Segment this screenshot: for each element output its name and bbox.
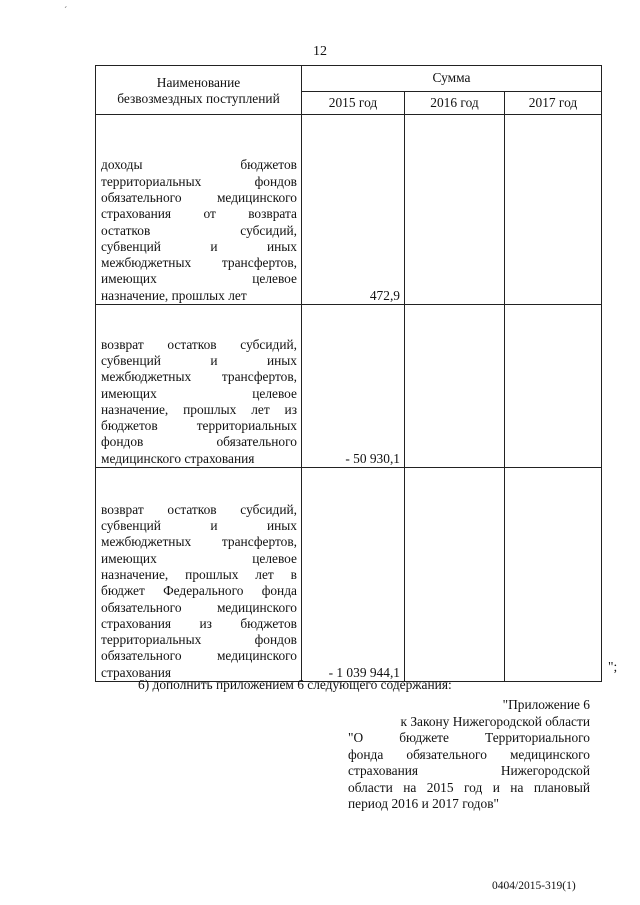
desc-line: страхования от возврата bbox=[101, 206, 297, 222]
value-2016 bbox=[405, 305, 505, 468]
value-2015: - 1 039 944,1 bbox=[302, 468, 405, 682]
appendix-line: период 2016 и 2017 годов" bbox=[348, 796, 499, 812]
value-2017 bbox=[505, 115, 602, 305]
desc-line: фондов обязательного bbox=[101, 434, 297, 450]
value-2017 bbox=[505, 468, 602, 682]
header-year-2015: 2015 год bbox=[302, 92, 405, 115]
header-name-line: безвозмездных поступлений bbox=[117, 91, 280, 106]
header-name-line: Наименование bbox=[156, 74, 241, 90]
desc-line: межбюджетных трансфертов, bbox=[101, 255, 297, 271]
row-description bbox=[96, 115, 302, 305]
page-number: 12 bbox=[313, 44, 327, 59]
row-description bbox=[96, 468, 302, 682]
appendix-line: области на 2015 год и на плановый bbox=[348, 779, 590, 795]
value-2017 bbox=[505, 305, 602, 468]
desc-line: доходы бюджетов bbox=[101, 157, 297, 173]
appendix-line: фонда обязательного медицинского bbox=[348, 746, 590, 762]
intro-paragraph: 6) дополнить приложением 6 следующего содержания: bbox=[138, 677, 452, 692]
row-description bbox=[96, 305, 302, 468]
desc-line: назначение, прошлых лет из bbox=[101, 401, 297, 417]
scan-mark: ˊ bbox=[64, 6, 68, 17]
appendix-title: "Приложение 6 bbox=[502, 697, 590, 712]
desc-line: обязательного медицинского bbox=[101, 189, 297, 205]
appendix-line: страхования Нижегородской bbox=[348, 763, 590, 779]
header-year-2016: 2016 год bbox=[405, 92, 505, 115]
desc-line: имеющих целевое bbox=[101, 271, 297, 287]
value-2016 bbox=[405, 468, 505, 682]
desc-line: бюджет Федерального фонда bbox=[101, 583, 297, 599]
revenue-table bbox=[95, 65, 602, 682]
header-year-2017: 2017 год bbox=[505, 92, 602, 115]
desc-line: возврат остатков субсидий, bbox=[101, 501, 297, 517]
appendix-line: "О бюджете Территориального bbox=[348, 730, 590, 746]
desc-line: субвенций и иных bbox=[101, 352, 297, 368]
closing-quote: "; bbox=[608, 659, 618, 674]
appendix-header bbox=[348, 697, 590, 713]
desc-line: возврат остатков субсидий, bbox=[101, 336, 297, 352]
desc-line: обязательного медицинского bbox=[101, 599, 297, 615]
value-2015: - 50 930,1 bbox=[302, 305, 405, 468]
appendix-block bbox=[348, 714, 590, 812]
header-sum: Сумма bbox=[302, 66, 602, 92]
table-row bbox=[96, 305, 602, 468]
value-2016 bbox=[405, 115, 505, 305]
desc-line: бюджетов территориальных bbox=[101, 418, 297, 434]
desc-line: назначение, прошлых лет bbox=[101, 287, 247, 303]
desc-line: назначение, прошлых лет в bbox=[101, 566, 297, 582]
desc-line: субвенций и иных bbox=[101, 518, 297, 534]
desc-line: страхования из бюджетов bbox=[101, 615, 297, 631]
desc-line: межбюджетных трансфертов, bbox=[101, 534, 297, 550]
desc-line: территориальных фондов bbox=[101, 173, 297, 189]
desc-line: медицинского страхования bbox=[101, 450, 255, 466]
desc-line: остатков субсидий, bbox=[101, 222, 297, 238]
desc-line: субвенций и иных bbox=[101, 238, 297, 254]
footer-code: 0404/2015-319(1) bbox=[492, 880, 576, 892]
header-name bbox=[96, 66, 302, 115]
table-row bbox=[96, 115, 602, 305]
desc-line: имеющих целевое bbox=[101, 385, 297, 401]
desc-line: страхования bbox=[101, 664, 172, 680]
value-2015: 472,9 bbox=[302, 115, 405, 305]
appendix-line: к Закону Нижегородской области bbox=[400, 714, 590, 729]
desc-line: обязательного медицинского bbox=[101, 648, 297, 664]
desc-line: территориальных фондов bbox=[101, 632, 297, 648]
table-row bbox=[96, 468, 602, 682]
desc-line: имеющих целевое bbox=[101, 550, 297, 566]
desc-line: межбюджетных трансфертов, bbox=[101, 369, 297, 385]
